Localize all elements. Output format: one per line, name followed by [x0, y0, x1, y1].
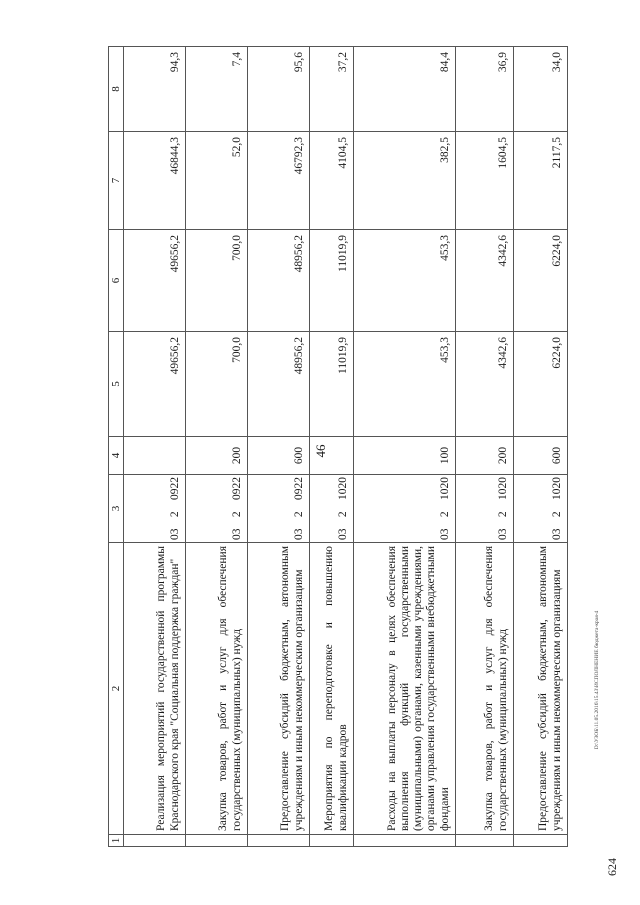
footer-file-path-text: D:\УЗОБ\11.05.2016\15.43\ИСПОЛНЕНИЕ бюджета-края-4	[594, 610, 600, 750]
value-col-5: 4342,6	[456, 332, 514, 437]
table-row	[186, 47, 248, 847]
header-col-6: 6	[109, 230, 124, 332]
value-col-6: 700,0	[186, 230, 248, 332]
description-cell: Реализация мероприятий государственной программы Краснодарского края "Социальная поддержка граждан"	[124, 543, 186, 835]
value-col-8: 94,3	[124, 47, 186, 132]
section-code: 03	[550, 528, 563, 540]
value-col-5: 48956,2	[248, 332, 310, 437]
value-col-7: 1604,5	[456, 132, 514, 230]
code-cell	[248, 475, 310, 543]
value-col-8: 36,9	[456, 47, 514, 132]
row-number-cell	[124, 835, 186, 847]
expense-type-cell: 100	[354, 437, 456, 475]
description-cell: Закупка товаров, работ и услуг для обеспечения государственных (муниципальных) нужд	[186, 543, 248, 835]
section-code: 03	[336, 528, 349, 540]
value-col-6: 4342,6	[456, 230, 514, 332]
section-code: 03	[292, 528, 305, 540]
value-col-6: 11019,9	[310, 230, 354, 332]
value-col-5: 453,3	[354, 332, 456, 437]
table-row	[514, 47, 568, 847]
code-cell	[456, 475, 514, 543]
table-row	[248, 47, 310, 847]
subsection-code: 2	[550, 511, 563, 518]
description-cell: Предоставление субсидий бюджетным, автономным учреждениям и иным некоммерческим организациям	[514, 543, 568, 835]
value-col-5: 6224,0	[514, 332, 568, 437]
value-col-8: 84,4	[354, 47, 456, 132]
value-col-8: 95,6	[248, 47, 310, 132]
section-code: 03	[496, 528, 509, 540]
header-col-7: 7	[109, 132, 124, 230]
target-code: 0922	[168, 477, 181, 500]
code-cell	[354, 475, 456, 543]
code-cell	[124, 475, 186, 543]
target-code: 1020	[336, 477, 349, 500]
subsection-code: 2	[496, 511, 509, 518]
value-col-8: 34,0	[514, 47, 568, 132]
row-number-cell	[514, 835, 568, 847]
expense-type-cell: 200	[456, 437, 514, 475]
description-cell: Расходы на выплаты персоналу в целях обеспечения выполнения функций государственными (муниципальными) органами, казенными учреждениями, органами управления государственными внебюджетными фондами	[354, 543, 456, 835]
table-row	[456, 47, 514, 847]
description-cell: Мероприятия по переподготовке и повышению квалификации кадров	[310, 543, 354, 835]
row-number-cell	[186, 835, 248, 847]
row-number-cell	[310, 835, 354, 847]
target-code: 1020	[438, 477, 451, 500]
section-code: 03	[438, 528, 451, 540]
value-col-7: 46844,3	[124, 132, 186, 230]
section-code: 03	[230, 528, 243, 540]
value-col-8: 7,4	[186, 47, 248, 132]
expense-type-cell	[310, 437, 354, 475]
value-col-7: 52,0	[186, 132, 248, 230]
header-col-1: 1	[109, 835, 124, 847]
code-cell	[514, 475, 568, 543]
row-number-cell	[456, 835, 514, 847]
value-col-7: 382,5	[354, 132, 456, 230]
code-cell	[186, 475, 248, 543]
value-col-5: 49656,2	[124, 332, 186, 437]
target-code: 1020	[550, 477, 563, 500]
table-header-row	[109, 47, 124, 847]
expense-type-cell: 600	[248, 437, 310, 475]
subsection-code: 2	[336, 511, 349, 518]
code-cell	[310, 475, 354, 543]
section-code: 03	[168, 528, 181, 540]
row-number-cell	[354, 835, 456, 847]
subsection-code: 2	[168, 511, 181, 518]
target-code: 1020	[496, 477, 509, 500]
header-col-2: 2	[109, 543, 124, 835]
value-col-6: 49656,2	[124, 230, 186, 332]
row-number-cell	[248, 835, 310, 847]
header-col-3: 3	[109, 475, 124, 543]
table-row	[354, 47, 456, 847]
page-number-top: 46	[313, 444, 328, 458]
value-col-6: 453,3	[354, 230, 456, 332]
expense-type-cell	[124, 437, 186, 475]
expense-type-cell: 600	[514, 437, 568, 475]
value-col-8: 37,2	[310, 47, 354, 132]
description-cell: Закупка товаров, работ и услуг для обеспечения государственных (муниципальных) нужд	[456, 543, 514, 835]
header-col-5: 5	[109, 332, 124, 437]
expense-type-cell: 200	[186, 437, 248, 475]
value-col-7: 46792,3	[248, 132, 310, 230]
table-row	[310, 47, 354, 847]
table-row	[124, 47, 186, 847]
value-col-7: 2117,5	[514, 132, 568, 230]
subsection-code: 2	[292, 511, 305, 518]
target-code: 0922	[230, 477, 243, 500]
header-col-4: 4	[109, 437, 124, 475]
value-col-6: 48956,2	[248, 230, 310, 332]
target-code: 0922	[292, 477, 305, 500]
value-col-5: 700,0	[186, 332, 248, 437]
subsection-code: 2	[438, 511, 451, 518]
subsection-code: 2	[230, 511, 243, 518]
description-cell: Предоставление субсидий бюджетным, автономным учреждениям и иным некоммерческим организациям	[248, 543, 310, 835]
value-col-7: 4104,5	[310, 132, 354, 230]
page-number-bottom: 624	[605, 858, 619, 876]
value-col-6: 6224,0	[514, 230, 568, 332]
header-col-8: 8	[109, 47, 124, 132]
value-col-5: 11019,9	[310, 332, 354, 437]
budget-table	[108, 46, 568, 847]
